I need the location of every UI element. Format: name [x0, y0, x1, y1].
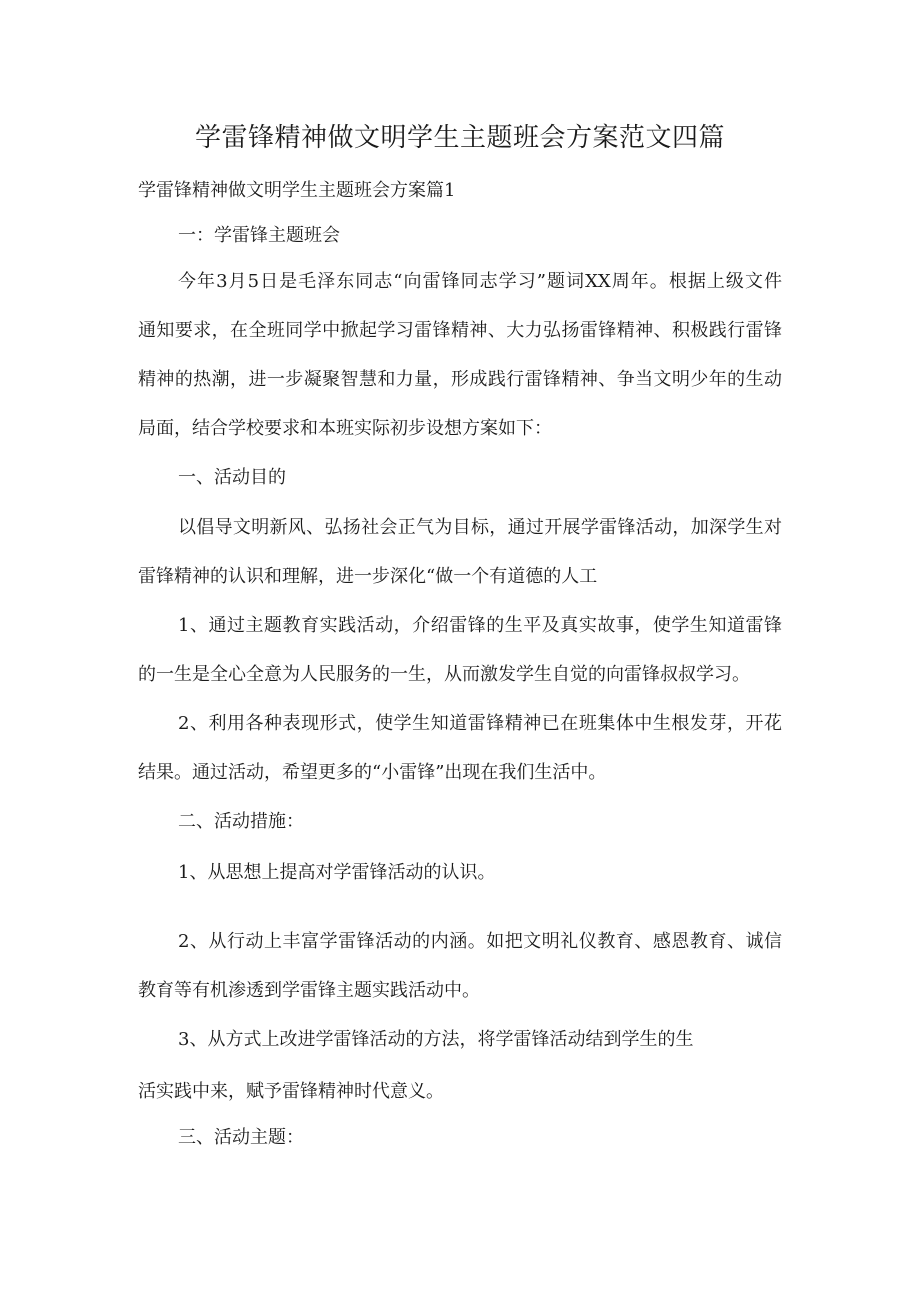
- list-item-line: 的一生是全心全意为人民服务的一生，从而激发学生自觉的向雷锋叔叔学习。: [138, 664, 750, 685]
- paragraph-line: 通知要求，在全班同学中掀起学习雷锋精神、大力弘扬雷锋精神、积极践行雷锋: [138, 320, 782, 341]
- paragraph-line: 以倡导文明新风、弘扬社会正气为目标，通过开展学雷锋活动，加深学生对: [178, 517, 782, 538]
- section-heading-measures: 二、活动措施：: [178, 811, 304, 832]
- list-item-line: 2、从行动上丰富学雷锋活动的内涵。如把文明礼仪教育、感恩教育、诚信: [178, 931, 782, 952]
- paragraph-line: 精神的热潮，进一步凝聚智慧和力量，形成践行雷锋精神、争当文明少年的生动: [138, 369, 782, 390]
- list-item-line: 结果。通过活动，希望更多的“小雷锋”出现在我们生活中。: [138, 762, 607, 783]
- paragraph-line: 局面，结合学校要求和本班实际初步设想方案如下：: [138, 418, 552, 439]
- section-heading-theme: 三、活动主题：: [178, 1127, 304, 1148]
- list-item-line: 活实践中来，赋予雷锋精神时代意义。: [138, 1081, 444, 1102]
- paragraph-line: 雷锋精神的认识和理解，进一步深化“做一个有道德的人工: [138, 566, 598, 587]
- section-heading-1: 一：学雷锋主题班会: [178, 225, 340, 246]
- list-item-line: 2、利用各种表现形式，使学生知道雷锋精神已在班集体中生根发芽，开花: [178, 713, 782, 734]
- document-subtitle: 学雷锋精神做文明学生主题班会方案篇1: [138, 180, 456, 201]
- list-item-line: 1、从思想上提高对学雷锋活动的认识。: [178, 862, 496, 883]
- document-title: 学雷锋精神做文明学生主题班会方案范文四篇: [194, 123, 725, 153]
- paragraph-line: 今年3月5日是毛泽东同志“向雷锋同志学习”题词XX周年。根据上级文件: [178, 271, 782, 292]
- list-item-line: 1、通过主题教育实践活动，介绍雷锋的生平及真实故事，使学生知道雷锋: [178, 615, 782, 636]
- section-heading-purpose: 一、活动目的: [178, 467, 286, 488]
- list-item-line: 教育等有机渗透到学雷锋主题实践活动中。: [138, 980, 480, 1001]
- list-item-line: 3、从方式上改进学雷锋活动的方法，将学雷锋活动结到学生的生: [178, 1029, 694, 1050]
